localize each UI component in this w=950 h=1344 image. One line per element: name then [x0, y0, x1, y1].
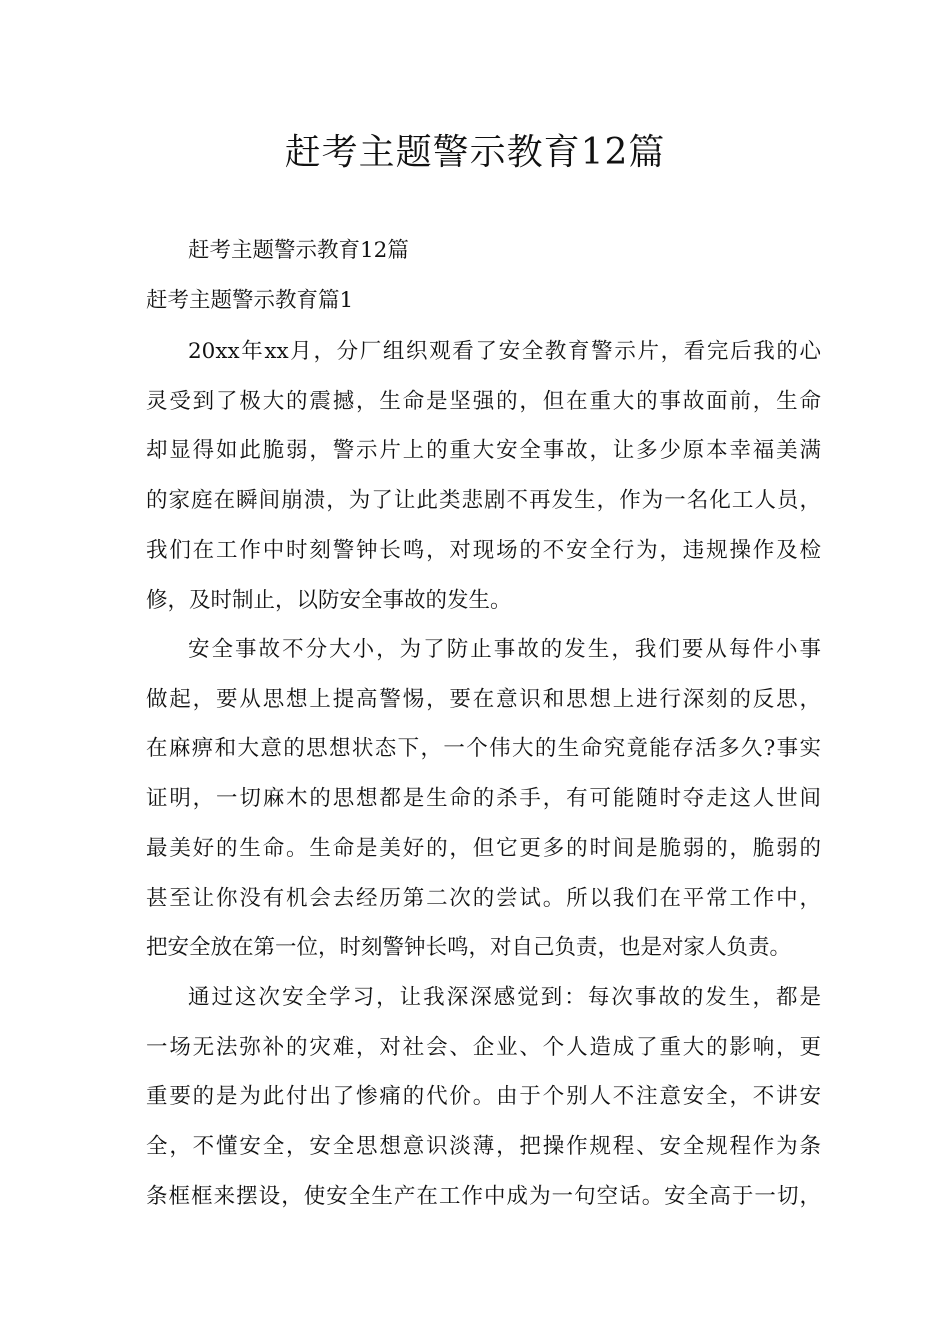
subtitle: 赶考主题警示教育12篇 — [188, 238, 409, 263]
paragraph-line: 把安全放在第一位，时刻警钟长鸣，对自己负责，也是对家人负责。 — [146, 935, 792, 960]
paragraph-line: 却显得如此脆弱，警示片上的重大安全事故，让多少原本幸福美满 — [146, 438, 821, 463]
document-title: 赶考主题警示教育12篇 — [284, 132, 666, 173]
paragraph-line: 重要的是为此付出了惨痛的代价。由于个别人不注意安全，不讲安 — [146, 1084, 821, 1109]
paragraph-line: 的家庭在瞬间崩溃，为了让此类悲剧不再发生，作为一名化工人员， — [146, 488, 821, 513]
paragraph-line: 一场无法弥补的灾难，对社会、企业、个人造成了重大的影响，更 — [146, 1035, 821, 1060]
paragraph-line: 证明，一切麻木的思想都是生命的杀手，有可能随时夺走这人世间 — [146, 786, 821, 811]
paragraph-line: 我们在工作中时刻警钟长鸣，对现场的不安全行为，违规操作及检 — [146, 538, 821, 563]
paragraph-line: 最美好的生命。生命是美好的，但它更多的时间是脆弱的，脆弱的 — [146, 836, 821, 861]
paragraph-line: 修，及时制止，以防安全事故的发生。 — [146, 588, 512, 613]
paragraph-line: 20xx年xx月，分厂组织观看了安全教育警示片，看完后我的心 — [188, 339, 821, 364]
paragraph-line: 通过这次安全学习，让我深深感觉到：每次事故的发生，都是 — [188, 985, 821, 1010]
paragraph-line: 条框框来摆设，使安全生产在工作中成为一句空话。安全高于一切， — [146, 1184, 821, 1209]
paragraph-line: 安全事故不分大小，为了防止事故的发生，我们要从每件小事 — [188, 637, 821, 662]
paragraph-line: 做起，要从思想上提高警惕，要在意识和思想上进行深刻的反思， — [146, 687, 821, 712]
paragraph-line: 甚至让你没有机会去经历第二次的尝试。所以我们在平常工作中， — [146, 886, 821, 911]
paragraph-line: 灵受到了极大的震撼，生命是坚强的，但在重大的事故面前，生命 — [146, 389, 821, 414]
paragraph-line: 全，不懂安全，安全思想意识淡薄，把操作规程、安全规程作为条 — [146, 1134, 821, 1159]
section-heading: 赶考主题警示教育篇1 — [146, 288, 354, 313]
paragraph-line: 在麻痹和大意的思想状态下，一个伟大的生命究竟能存活多久?事实 — [146, 736, 821, 761]
